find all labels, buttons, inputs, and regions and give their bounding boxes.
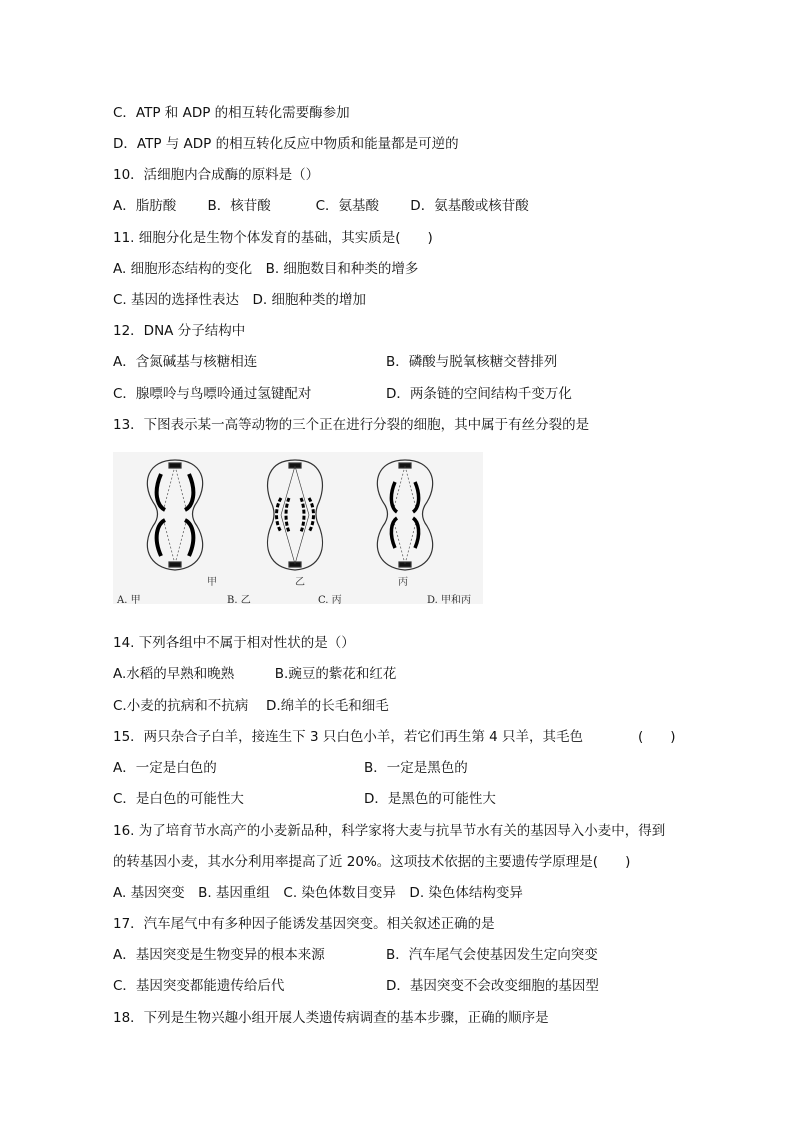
q14-options-cd: C.小麦的抗病和不抗病 D.绵羊的长毛和细毛 [113,698,389,714]
q12-option-d: D．两条链的空间结构千变万化 [386,386,572,402]
q11-stem: 11. 细胞分化是生物个体发育的基础，其实质是( ) [113,230,433,246]
q14-stem: 14. 下列各组中不属于相对性状的是（） [113,635,355,651]
cell-bing [377,460,432,570]
q10-options: A．脂肪酸 B．核苷酸 C．氨基酸 D．氨基酸或核苷酸 [113,198,529,214]
cell-jia [147,460,202,570]
q17-stem: 17．汽车尾气中有多种因子能诱发基因突变。相关叙述正确的是 [113,916,495,932]
cell-label-jia: 甲 [207,577,217,588]
q16-stem-line2: 的转基因小麦，其水分利用率提高了近 20%。这项技术依据的主要遗传学原理是( ) [113,854,631,870]
q12-stem: 12．DNA 分子结构中 [113,323,246,339]
q10-stem: 10．活细胞内合成酶的原料是（） [113,167,320,183]
q17-option-b: B．汽车尾气会使基因发生定向突变 [386,947,598,963]
q17-option-c: C．基因突变都能遗传给后代 [113,978,285,994]
q15-option-d: D．是黑色的可能性大 [364,791,496,807]
q12-option-c: C．腺嘌呤与鸟嘌呤通过氢键配对 [113,386,312,402]
q13-option-b: B. 乙 [227,595,251,606]
q15-option-c: C．是白色的可能性大 [113,791,244,807]
cell-division-figure [113,452,483,604]
q15-answer-paren: ( ) [638,729,676,745]
q15-option-a: A．一定是白色的 [113,760,217,776]
cell-label-yi: 乙 [295,577,305,588]
q9-option-c: C．ATP 和 ADP 的相互转化需要酶参加 [113,105,350,121]
q13-option-c: C. 丙 [318,595,342,606]
q17-option-a: A．基因突变是生物变异的根本来源 [113,947,325,963]
q16-stem-line1: 16. 为了培育节水高产的小麦新品种，科学家将大麦与抗旱节水有关的基因导入小麦中，得到 [113,823,666,839]
q11-options-cd: C. 基因的选择性表达 D. 细胞种类的增加 [113,292,366,308]
q14-options-ab: A.水稻的早熟和晚熟 B.豌豆的紫花和红花 [113,666,397,682]
q13-stem: 13．下图表示某一高等动物的三个正在进行分裂的细胞，其中属于有丝分裂的是 [113,417,590,433]
q13-option-a: A. 甲 [117,595,141,606]
q11-options-ab: A. 细胞形态结构的变化 B. 细胞数目和种类的增多 [113,261,419,277]
q17-option-d: D．基因突变不会改变细胞的基因型 [386,978,599,994]
q15-stem: 15．两只杂合子白羊，接连生下 3 只白色小羊，若它们再生第 4 只羊，其毛色 [113,729,584,745]
cell-label-bing: 丙 [398,577,408,588]
q15-option-b: B．一定是黑色的 [364,760,468,776]
q12-option-a: A．含氮碱基与核糖相连 [113,354,258,370]
q18-stem: 18．下列是生物兴趣小组开展人类遗传病调查的基本步骤，正确的顺序是 [113,1010,549,1026]
cell-yi [268,460,323,570]
q16-options: A. 基因突变 B. 基因重组 C. 染色体数目变异 D. 染色体结构变异 [113,885,523,901]
q9-option-d: D．ATP 与 ADP 的相互转化反应中物质和能量都是可逆的 [113,136,459,152]
q12-option-b: B．磷酸与脱氧核糖交替排列 [386,354,558,370]
q13-option-d: D. 甲和丙 [427,595,472,606]
